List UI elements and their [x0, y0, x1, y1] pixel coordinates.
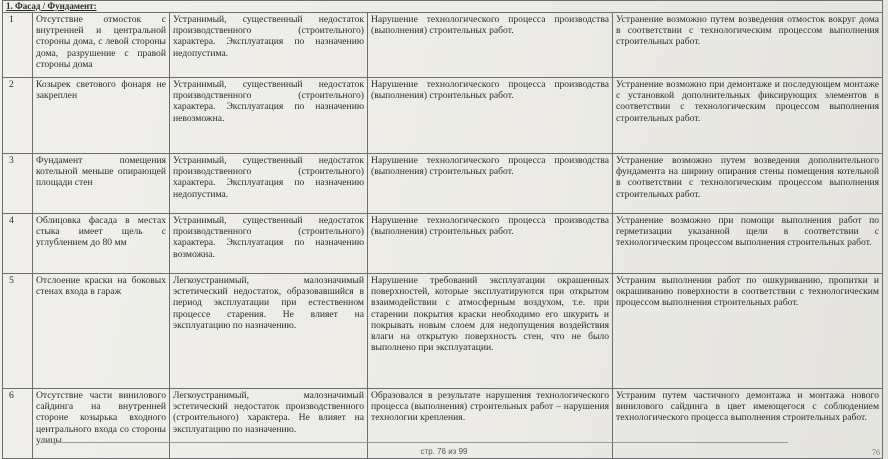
defect-cause: Нарушение технологического процесса производства (выполнения) строительных работ.: [368, 153, 613, 213]
defect-cause: Нарушение технологического процесса производства (выполнения) строительных работ.: [368, 12, 613, 77]
defect-cause: Образовался в результате нарушения технологического процесса (выполнения) строительных работ – нарушения технологии крепления.: [368, 388, 613, 458]
defect-classification: Устранимый, существенный недостаток производственного (строительного) характера. Эксплуатация по назначению недопустима.: [170, 12, 368, 77]
page-side-mark: 76: [872, 448, 880, 457]
defect-remedy: Устранение возможно путем возведения отмосток вокруг дома в соответствии с технологическим процессом выполнения строительных работ.: [613, 12, 883, 77]
defect-classification: Устранимый, существенный недостаток производственного (строительного) характера. Эксплуатация по назначению невозможна.: [170, 77, 368, 153]
defect-remedy: Устранение возможно при помощи выполнения работ по герметизации указанной щели в соответствии с технологическим процессом выполнения строительных работ.: [613, 213, 883, 273]
defect-remedy: Устраним путем частичного демонтажа и монтажа нового винилового сайдинга в цвет имеющегося с соблюдением технологического процесса выполнения строительных работ.: [613, 388, 883, 458]
defect-description: Облицовка фасада в местах стыка имеет щель с углублением до 80 мм: [33, 213, 170, 273]
row-number: 3: [3, 153, 33, 213]
defect-remedy: Устраним выполнения работ по ошкуриванию, пропитки и окрашиванию поверхности в соответствии с технологическим процессом выполнения строительных работ.: [613, 273, 883, 388]
table-row: [3, 77, 883, 153]
row-number: 4: [3, 213, 33, 273]
defect-description: Козырек светового фонаря не закреплен: [33, 77, 170, 153]
table-row: [3, 12, 883, 77]
defect-remedy: Устранение возможно при демонтаже и последующем монтаже с установкой дополнительных фиксирующих элементов в соответствии с технологическим процессом выполнения строительных работ.: [613, 77, 883, 153]
row-number: 2: [3, 77, 33, 153]
defect-description: Фундамент помещения котельной меньше опирающей площади стен: [33, 153, 170, 213]
table-row: [3, 213, 883, 273]
row-number: 5: [3, 273, 33, 388]
table-row: [3, 273, 883, 388]
section-header-row: [3, 1, 883, 13]
defect-description: Отслоение краски на боковых стенах входа в гараж: [33, 273, 170, 388]
table-row: [3, 153, 883, 213]
defects-table: [2, 0, 883, 459]
section-title: 1. Фасад / Фундамент:: [3, 1, 883, 13]
defect-description: Отсутствие отмосток с внутренней и центральной стороны дома, с левой стороны дома, разрушение с правой стороны дома: [33, 12, 170, 77]
defect-description: Отсутствие части винилового сайдинга на внутренней стороне козырька входного центрального входа со стороны улицы: [33, 388, 170, 458]
defect-classification: Устранимый, существенный недостаток производственного (строительного) характера. Эксплуатация по назначению недопустима.: [170, 153, 368, 213]
defect-cause: Нарушение технологического процесса производства (выполнения) строительных работ.: [368, 77, 613, 153]
defect-classification: Устранимый, существенный недостаток производственного (строительного) характера. Эксплуатация по назначению возможна.: [170, 213, 368, 273]
defect-classification: Легкоустранимый, малозначимый эстетический недостаток производственного (строительного) характера. Не влияет на эксплуатацию по назначению.: [170, 388, 368, 458]
footer-divider: [40, 442, 788, 443]
row-number: 6: [3, 388, 33, 458]
page-number: стр. 76 из 99: [420, 447, 468, 456]
row-number: 1: [3, 12, 33, 77]
defect-cause: Нарушение технологического процесса производства (выполнения) строительных работ.: [368, 213, 613, 273]
defect-classification: Легкоустранимый, малозначимый эстетический недостаток, образовавшийся в период эксплуатации при естественном процессе старения. Не влияет на эксплуатацию по назначению.: [170, 273, 368, 388]
defect-cause: Нарушение требований эксплуатации окрашенных поверхностей, которые эксплуатируются при открытом взаимодействии с атмосферным воздухом, т.е. при старении покрытия краски необходимо его шкурить и покрывать новым слоем для недопущения воздействия влаги на открытую поверхность стен, что не было выполнено при эксплуатации.: [368, 273, 613, 388]
defect-remedy: Устранение возможно путем возведения дополнительного фундамента на ширину опирания стены помещения котельной в соответствии с технологическим процессом выполнения строительных работ.: [613, 153, 883, 213]
